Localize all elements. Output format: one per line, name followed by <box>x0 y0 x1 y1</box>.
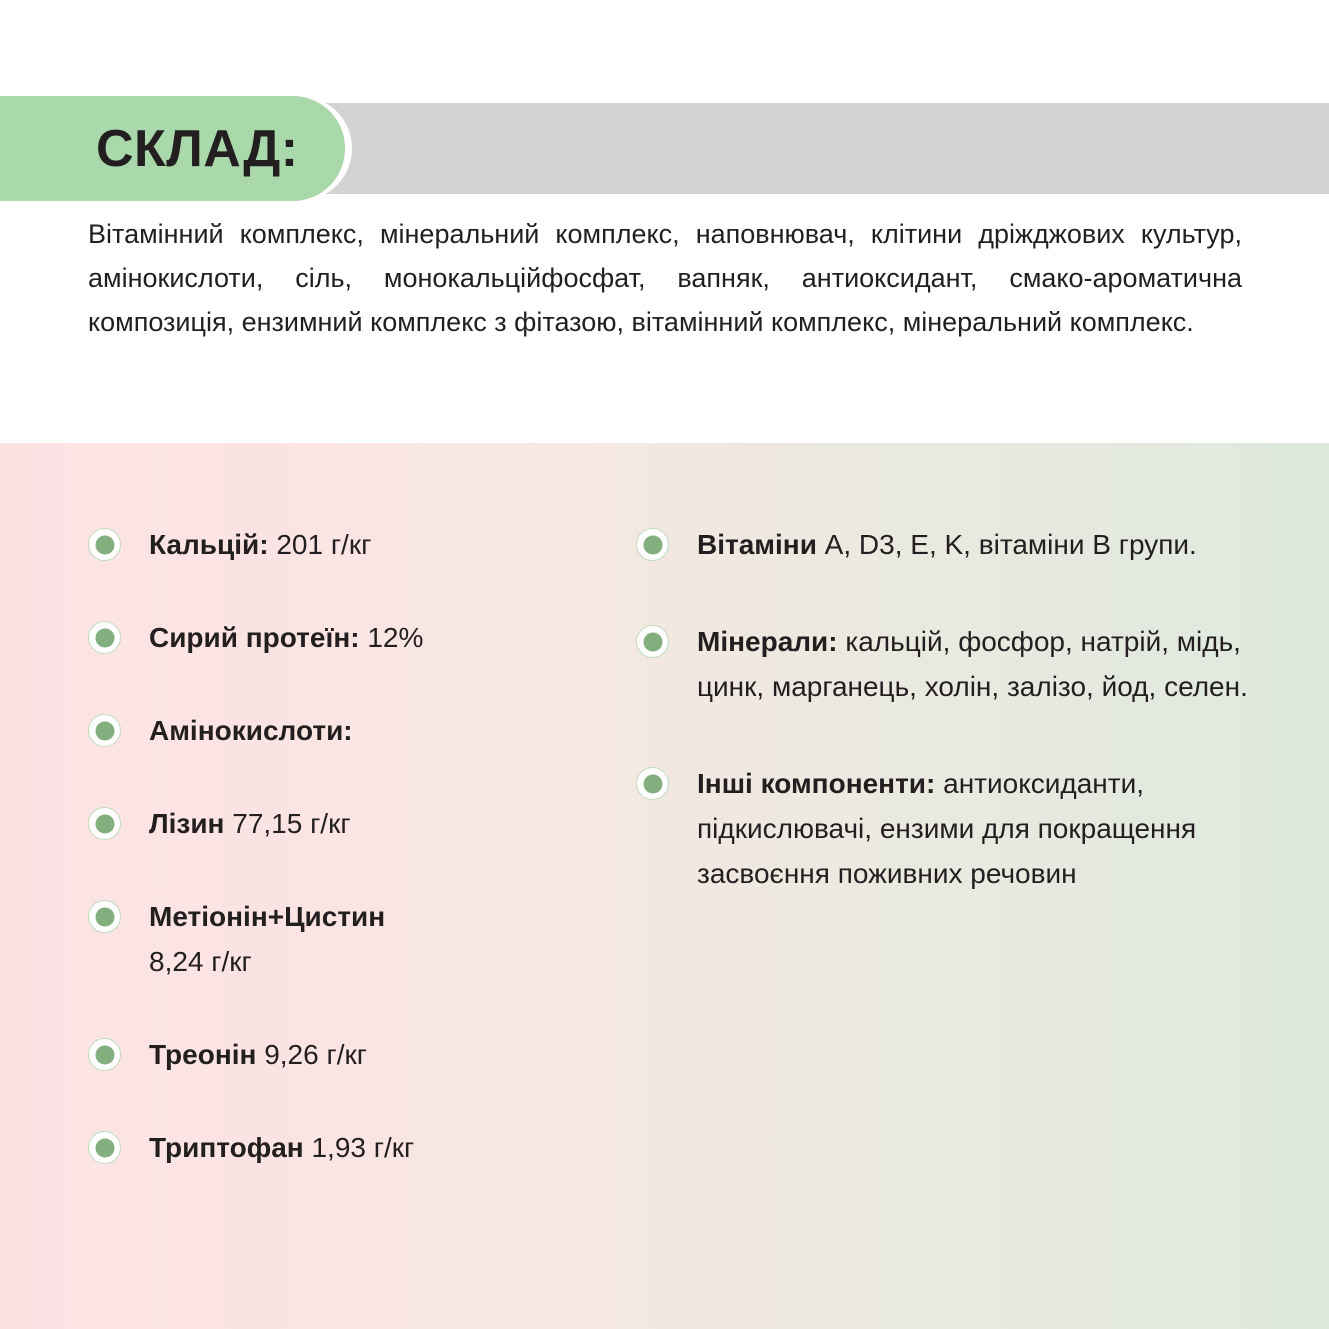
component-label <box>697 761 1256 896</box>
component-label <box>697 522 1256 567</box>
nutrient-label <box>149 615 608 660</box>
list-item <box>636 761 1256 896</box>
nutrient-value: 77,15 г/кг <box>224 808 351 839</box>
header-pill-outline <box>0 96 352 201</box>
nutrient-value: 1,93 г/кг <box>303 1132 415 1163</box>
nutrient-name: Лізин <box>149 808 225 839</box>
nutrition-panel <box>0 443 1329 1329</box>
nutrient-name: Метіонін+Цистин <box>149 901 386 932</box>
bullet-dot-icon <box>88 1131 121 1164</box>
nutrient-value: 12% <box>359 622 424 653</box>
list-item <box>88 894 608 984</box>
nutrient-name: Треонін <box>149 1039 257 1070</box>
bullet-dot-icon <box>636 528 669 561</box>
nutrient-label <box>149 894 608 984</box>
nutrition-left-column <box>88 522 608 1218</box>
component-label <box>697 619 1256 709</box>
list-item <box>88 708 608 753</box>
nutrient-value: 8,24 г/кг <box>149 946 252 977</box>
bullet-dot-icon <box>88 621 121 654</box>
page-title: СКЛАД: <box>96 119 299 178</box>
list-item <box>88 1125 608 1170</box>
list-item <box>88 615 608 660</box>
component-name: Мінерали: <box>697 626 838 657</box>
nutrient-label <box>149 522 608 567</box>
component-value: кальцій, фосфор, натрій, мідь, цинк, марганець, холін, залізо, йод, селен. <box>697 626 1248 702</box>
bullet-dot-icon <box>636 625 669 658</box>
nutrient-label <box>149 708 608 753</box>
bullet-dot-icon <box>88 900 121 933</box>
list-item <box>636 522 1256 567</box>
nutrient-value: 201 г/кг <box>268 529 372 560</box>
nutrient-label <box>149 1125 608 1170</box>
nutrition-right-column <box>636 522 1256 948</box>
nutrient-label <box>149 801 608 846</box>
bullet-dot-icon <box>88 528 121 561</box>
bullet-dot-icon <box>88 1038 121 1071</box>
nutrient-name: Амінокислоти: <box>149 715 353 746</box>
nutrient-name: Кальцій: <box>149 529 269 560</box>
ingredients-paragraph <box>88 212 1242 344</box>
component-name: Інші компоненти: <box>697 768 936 799</box>
bullet-dot-icon <box>88 714 121 747</box>
list-item <box>88 522 608 567</box>
nutrient-name: Триптофан <box>149 1132 304 1163</box>
component-value: A, D3, E, K, вітаміни B групи. <box>816 529 1197 560</box>
component-value: антиоксиданти, підкислювачі, ензими для покращення засвоєння поживних речовин <box>697 768 1197 889</box>
list-item <box>88 801 608 846</box>
bullet-dot-icon <box>88 807 121 840</box>
list-item <box>636 619 1256 709</box>
nutrition-columns <box>0 443 1329 1329</box>
nutrient-name: Сирий протеїн: <box>149 622 360 653</box>
ingredients-paragraph-text: Вітамінний комплекс, мінеральний комплекс, наповнювач, клітини дріжджових культур, амінокислоти, сіль, монокальційфосфат, вапняк, антиоксидант, смако-ароматична композиція, ензимний комплекс з фітазою, вітамінний комплекс, мінеральний комплекс. <box>88 219 1242 337</box>
header-pill <box>0 96 345 201</box>
nutrient-value: 9,26 г/кг <box>256 1039 367 1070</box>
component-name: Вітаміни <box>697 529 817 560</box>
list-item <box>88 1032 608 1077</box>
nutrient-label <box>149 1032 608 1077</box>
bullet-dot-icon <box>636 767 669 800</box>
